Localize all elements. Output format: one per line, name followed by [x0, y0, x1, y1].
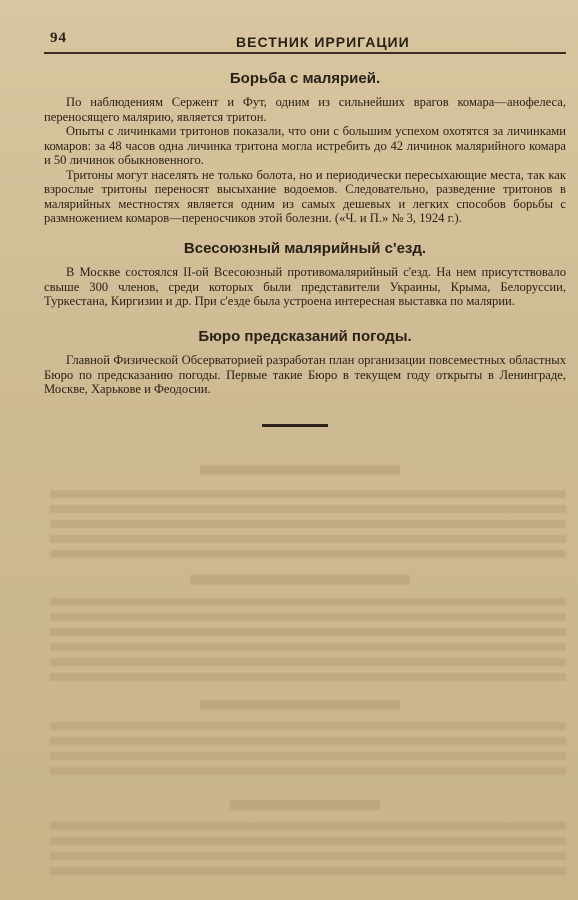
section-malaria-congress [44, 240, 566, 309]
section-malaria-control [44, 70, 566, 226]
paragraph: Опыты с личинками тритонов показали, что они с большим успехом охотятся за личинками комаров: за 48 часов одна личинка тритона могла истребить до 42 личинок малярийного комара и 50 личинок обыкновенного. [44, 124, 566, 167]
section-weather-bureau [44, 328, 566, 397]
paragraph: В Москве состоялся II-ой Всесоюзный противомалярийный с'езд. На нем присутствовало свыше 300 членов, среди которых были представители Украины, Крыма, Белоруссии, Туркестана, Киргизии и др. При с'езде была устроена интересная выставка по малярии. [44, 265, 566, 308]
section-heading: Борьба с малярией. [229, 70, 381, 87]
paragraph: Главной Физической Обсерваторией разработан план организации повсеместных областных Бюро по предсказанию погоды. Первые такие Бюро в текущем году открыты в Ленинграде, Москве, Харькове и Феодосии. [44, 353, 566, 396]
section-heading: Всесоюзный малярийный с'езд. [183, 240, 427, 257]
header-rule [44, 52, 566, 54]
page-number: 94 [50, 30, 67, 46]
paragraph: Тритоны могут населять не только болота, но и периодически пересыхающие места, так как взрослые тритоны переносят высыхание водоемов. Следовательно, разведение тритонов в малярийных местностях является одним из самых дешевых и легких способов борьбы с размножением комаров—переносчиков этой болезни. («Ч. и П.» № 3, 1924 г.). [44, 167, 566, 225]
section-heading: Бюро предсказаний погоды. [198, 328, 412, 345]
section-divider [262, 424, 328, 427]
running-head: ВЕСТНИК ИРРИГАЦИИ [236, 34, 410, 50]
paragraph: По наблюдениям Сержент и Фут, одним из сильнейших врагов комара—анофелеса, переносящего малярию, является тритон. [44, 95, 566, 124]
